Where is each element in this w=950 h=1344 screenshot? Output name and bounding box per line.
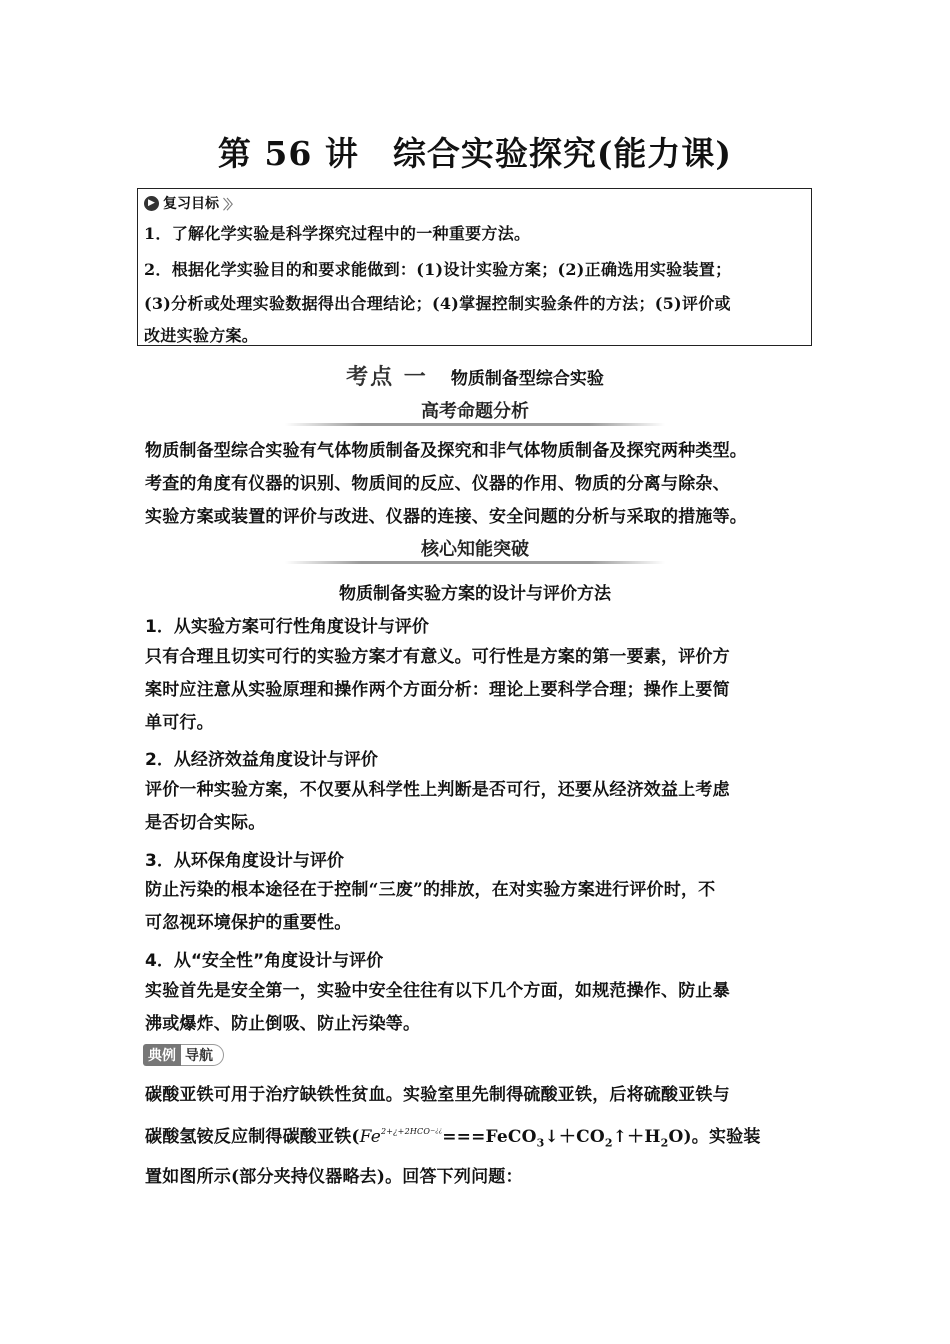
subscript-2b: 2 <box>660 1136 669 1150</box>
item-heading: 3．从环保角度设计与评价 <box>145 851 344 871</box>
review-goals-box <box>137 188 812 346</box>
paragraph-line: 可忽视环境保护的重要性。 <box>145 913 352 933</box>
item-heading: 1．从实验方案可行性角度设计与评价 <box>145 617 429 637</box>
item-paragraph <box>145 975 825 1041</box>
formula-fe: Fe <box>359 1127 381 1147</box>
review-goal-line: 2．根据化学实验目的和要求能做到：(1)设计实验方案；(2)正确选用实验装置； <box>144 260 732 279</box>
review-goals-heading <box>144 192 237 214</box>
paragraph-line: 置如图所示(部分夹持仪器略去)。回答下列问题： <box>145 1167 523 1188</box>
paragraph-line: 评价一种实验方案，不仅要从科学性上判断是否可行，还要从经济效益上考虑 <box>145 780 730 800</box>
section-name: 物质制备型综合实验 <box>450 369 604 389</box>
double-chevron-icon: 〉〉 <box>223 197 237 213</box>
item-paragraph <box>145 774 825 840</box>
method-subheading: 物质制备实验方案的设计与评价方法 <box>339 584 611 604</box>
section-heading <box>0 360 950 391</box>
example-tag-left: 典例 <box>143 1044 181 1066</box>
core-knowledge-label: 核心知能突破 <box>421 539 529 560</box>
review-goals-label: 复习目标 <box>163 196 219 212</box>
paragraph-line: 只有合理且切实可行的实验方案才有意义。可行性是方案的第一要素，评价方 <box>145 647 730 667</box>
example-tag-right: 导航 <box>181 1044 224 1066</box>
equation-line <box>145 1113 825 1160</box>
paragraph-line: 防止污染的根本途径在于控制“三废”的排放，在对实验方案进行评价时，不 <box>145 880 716 900</box>
paragraph-line: 单可行。 <box>145 713 214 733</box>
review-goal-line: 1．了解化学实验是科学探究过程中的一种重要方法。 <box>144 224 531 243</box>
item-paragraph <box>145 874 825 940</box>
arrow-circle-icon: ▶ <box>144 196 159 211</box>
paragraph-line: 案时应注意从实验原理和操作两个方面分析：理论上要科学合理；操作上要简 <box>145 680 730 700</box>
item-paragraph <box>145 641 825 740</box>
paragraph-line: 物质制备型综合实验有气体物质制备及探究和非气体物质制备及探究两种类型。 <box>145 441 747 461</box>
equation-end: O)。实验装 <box>668 1127 761 1147</box>
example-paragraph <box>145 1078 825 1195</box>
paragraph-line: 实验方案或装置的评价与改进、仪器的连接、安全问题的分析与采取的措施等。 <box>145 507 747 527</box>
section-number: 考点 一 <box>346 365 428 390</box>
exam-analysis-paragraph <box>145 435 825 534</box>
formula-fe-superscript: 2+¿+2HCO <box>380 1127 431 1136</box>
exam-analysis-label: 高考命题分析 <box>421 401 529 422</box>
item-heading: 2．从经济效益角度设计与评价 <box>145 750 378 770</box>
equation-prefix: 碳酸氢铵反应制得碳酸亚铁( <box>145 1127 360 1147</box>
subscript-2: 2 <box>604 1136 613 1150</box>
equation-h2o: ↑＋H <box>612 1127 661 1147</box>
paragraph-line: 是否切合实际。 <box>145 813 266 833</box>
core-knowledge-banner <box>285 534 665 564</box>
item-heading: 4．从“安全性”角度设计与评价 <box>145 951 384 971</box>
equation-co2: ↓＋CO <box>544 1127 605 1147</box>
subscript-3: 3 <box>536 1136 545 1150</box>
formula-hco-superscript: −¿¿ <box>430 1127 443 1134</box>
lesson-title: 第 56 讲 综合实验探究(能力课) <box>217 134 733 173</box>
paragraph-line: 考查的角度有仪器的识别、物质间的反应、仪器的作用、物质的分离与除杂、 <box>145 474 730 494</box>
review-goal-line: 改进实验方案。 <box>144 326 259 345</box>
paragraph-line: 实验首先是安全第一，实验中安全往往有以下几个方面，如规范操作、防止暴 <box>145 981 730 1001</box>
paragraph-line: 沸或爆炸、防止倒吸、防止污染等。 <box>145 1014 421 1034</box>
exam-analysis-banner <box>285 396 665 426</box>
review-goal-line: (3)分析或处理实验数据得出合理结论；(4)掌握控制实验条件的方法；(5)评价或 <box>144 294 731 313</box>
banner-underline <box>285 423 665 426</box>
example-guide-tag <box>143 1044 224 1066</box>
paragraph-line: 碳酸亚铁可用于治疗缺铁性贫血。实验室里先制得硫酸亚铁，后将硫酸亚铁与 <box>145 1085 730 1105</box>
banner-underline <box>285 561 665 564</box>
equation-feco3: ===FeCO <box>442 1127 537 1147</box>
